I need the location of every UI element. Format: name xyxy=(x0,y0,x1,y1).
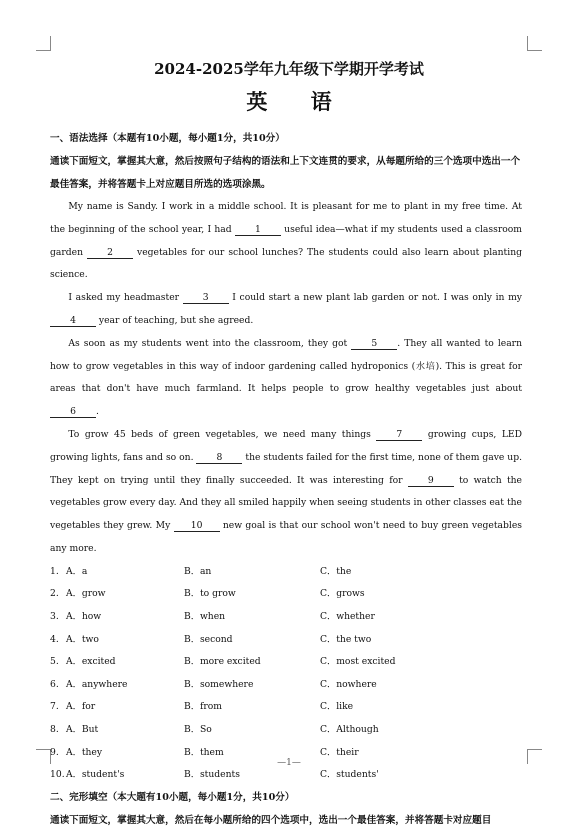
passage-paragraph-2 xyxy=(50,287,522,333)
option-b: B．more excited xyxy=(184,656,261,668)
option-c: C．Although xyxy=(320,723,379,735)
option-c: C．whether xyxy=(320,610,375,622)
option-a: A．excited xyxy=(66,656,116,668)
passage-paragraph-1 xyxy=(50,196,522,287)
option-b: B．them xyxy=(184,746,224,758)
option-a: A．how xyxy=(66,610,102,622)
option-c: C．the xyxy=(320,565,352,577)
passage-text: To grow 45 beds of green vegetables, we need many things xyxy=(68,428,377,440)
passage-text: I asked my headmaster xyxy=(68,292,183,304)
passage-text: year of teaching, but she agreed. xyxy=(96,314,254,326)
option-b: B．to grow xyxy=(184,588,236,600)
option-b: B．students xyxy=(184,769,240,781)
question-row xyxy=(50,674,522,697)
section1-instructions: 通读下面短文，掌握其大意，然后按照句子结构的语法和上下文连贯的要求，从每题所给的三个选项中选出一个最佳答案，并将答题卡上对应题目所选的选项涂黑。 xyxy=(50,156,521,190)
option-b: B．when xyxy=(184,610,226,622)
option-a: A．for xyxy=(66,701,96,713)
blank-6: 6 xyxy=(50,406,96,418)
passage-text: . They all wanted to learn how to grow vegetables in this way of indoor gardening called hydroponics (水培). This is great for areas that don't have much farmland. It helps people to grow healthy vegetables just about xyxy=(50,337,522,395)
question-number: 8. xyxy=(50,723,59,735)
option-c: C．most excited xyxy=(320,656,396,668)
option-a: A．grow xyxy=(66,588,106,600)
option-c: C．students' xyxy=(320,769,379,781)
blank-2: 2 xyxy=(87,247,133,259)
blank-7: 7 xyxy=(376,429,422,441)
option-b: B．second xyxy=(184,633,233,645)
question-number: 10. xyxy=(50,769,65,781)
question-row xyxy=(50,696,522,719)
option-a: A．anywhere xyxy=(66,678,128,690)
passage-text: . xyxy=(96,406,99,418)
option-a: A．student's xyxy=(66,769,125,781)
passage-text: new goal is that our school won't need to buy green vegetables any more. xyxy=(50,520,522,554)
blank-8: 8 xyxy=(196,452,242,464)
question-row xyxy=(50,719,522,742)
option-c: C．their xyxy=(320,746,359,758)
passage-text: the students failed for the first time, none of them gave up. They kept on trying until they finally succeeded. It was interesting for xyxy=(50,451,522,486)
question-number: 7. xyxy=(50,701,59,713)
section2-instructions: 通读下面短文，掌握其大意，然后在每小题所给的四个选项中，选出一个最佳答案，并将答题卡对应题目 xyxy=(50,814,492,826)
question-row xyxy=(50,606,522,629)
question-number: 9. xyxy=(50,746,59,758)
option-c: C．the two xyxy=(320,633,372,645)
question-row xyxy=(50,651,522,674)
section2-heading: 二、完形填空（本大题有10小题，每小题1分，共10分） xyxy=(50,791,295,803)
question-row xyxy=(50,583,522,606)
question-row xyxy=(50,629,522,652)
blank-1: 1 xyxy=(235,224,281,236)
page-number: —1— xyxy=(277,758,301,768)
option-c: C．like xyxy=(320,701,354,713)
option-a: A．But xyxy=(66,723,99,735)
passage-paragraph-3 xyxy=(50,333,522,424)
passage-text: to watch the vegetables grow every day. And they all smiled happily when seeing students in other classes eat the vegetables they grew. My xyxy=(50,474,522,532)
section1-heading: 一、语法选择（本题有10小题，每小题1分，共10分） xyxy=(50,133,285,144)
passage-paragraph-4 xyxy=(50,424,522,561)
passage-text: As soon as my students went into the classroom, they got xyxy=(68,337,352,349)
question-row xyxy=(50,561,522,584)
passage-text: vegetables for our school lunches? The students could also learn about planting science. xyxy=(50,246,522,281)
passage-text: useful idea—what if my students used a classroom garden xyxy=(50,223,523,258)
passage-text: My name is Sandy. I work in a middle school. It is pleasant for me to plant in my free time. At the beginning of the school year, I had xyxy=(50,201,522,235)
blank-9: 9 xyxy=(408,475,454,487)
question-number: 2. xyxy=(50,588,59,600)
option-b: B．So xyxy=(184,723,212,735)
corner-mark-top-left xyxy=(36,36,51,51)
option-c: C．nowhere xyxy=(320,678,377,690)
passage-text: growing cups, LED growing lights, fans and so on. xyxy=(50,428,522,463)
exam-subject: 英 语 xyxy=(246,89,350,114)
question-number: 6. xyxy=(50,678,59,690)
question-options xyxy=(50,561,522,787)
option-a: A．they xyxy=(66,746,103,758)
blank-5: 5 xyxy=(351,338,397,350)
question-number: 4. xyxy=(50,633,59,645)
question-number: 3. xyxy=(50,610,59,622)
question-number: 5. xyxy=(50,656,59,668)
option-b: B．an xyxy=(184,565,212,577)
blank-4: 4 xyxy=(50,315,96,327)
option-c: C．grows xyxy=(320,588,365,600)
blank-3: 3 xyxy=(183,292,229,304)
passage xyxy=(50,196,522,561)
option-b: B．somewhere xyxy=(184,678,254,690)
corner-mark-top-right xyxy=(527,36,542,51)
exam-title: 2024-2025学年九年级下学期开学考试 xyxy=(154,60,424,78)
exam-content xyxy=(50,128,522,832)
option-a: A．a xyxy=(66,565,88,577)
option-a: A．two xyxy=(66,633,99,645)
option-b: B．from xyxy=(184,701,222,713)
passage-text: I could start a new plant lab garden or not. I was only in my xyxy=(228,292,522,304)
blank-10: 10 xyxy=(174,520,220,532)
question-number: 1. xyxy=(50,565,59,577)
